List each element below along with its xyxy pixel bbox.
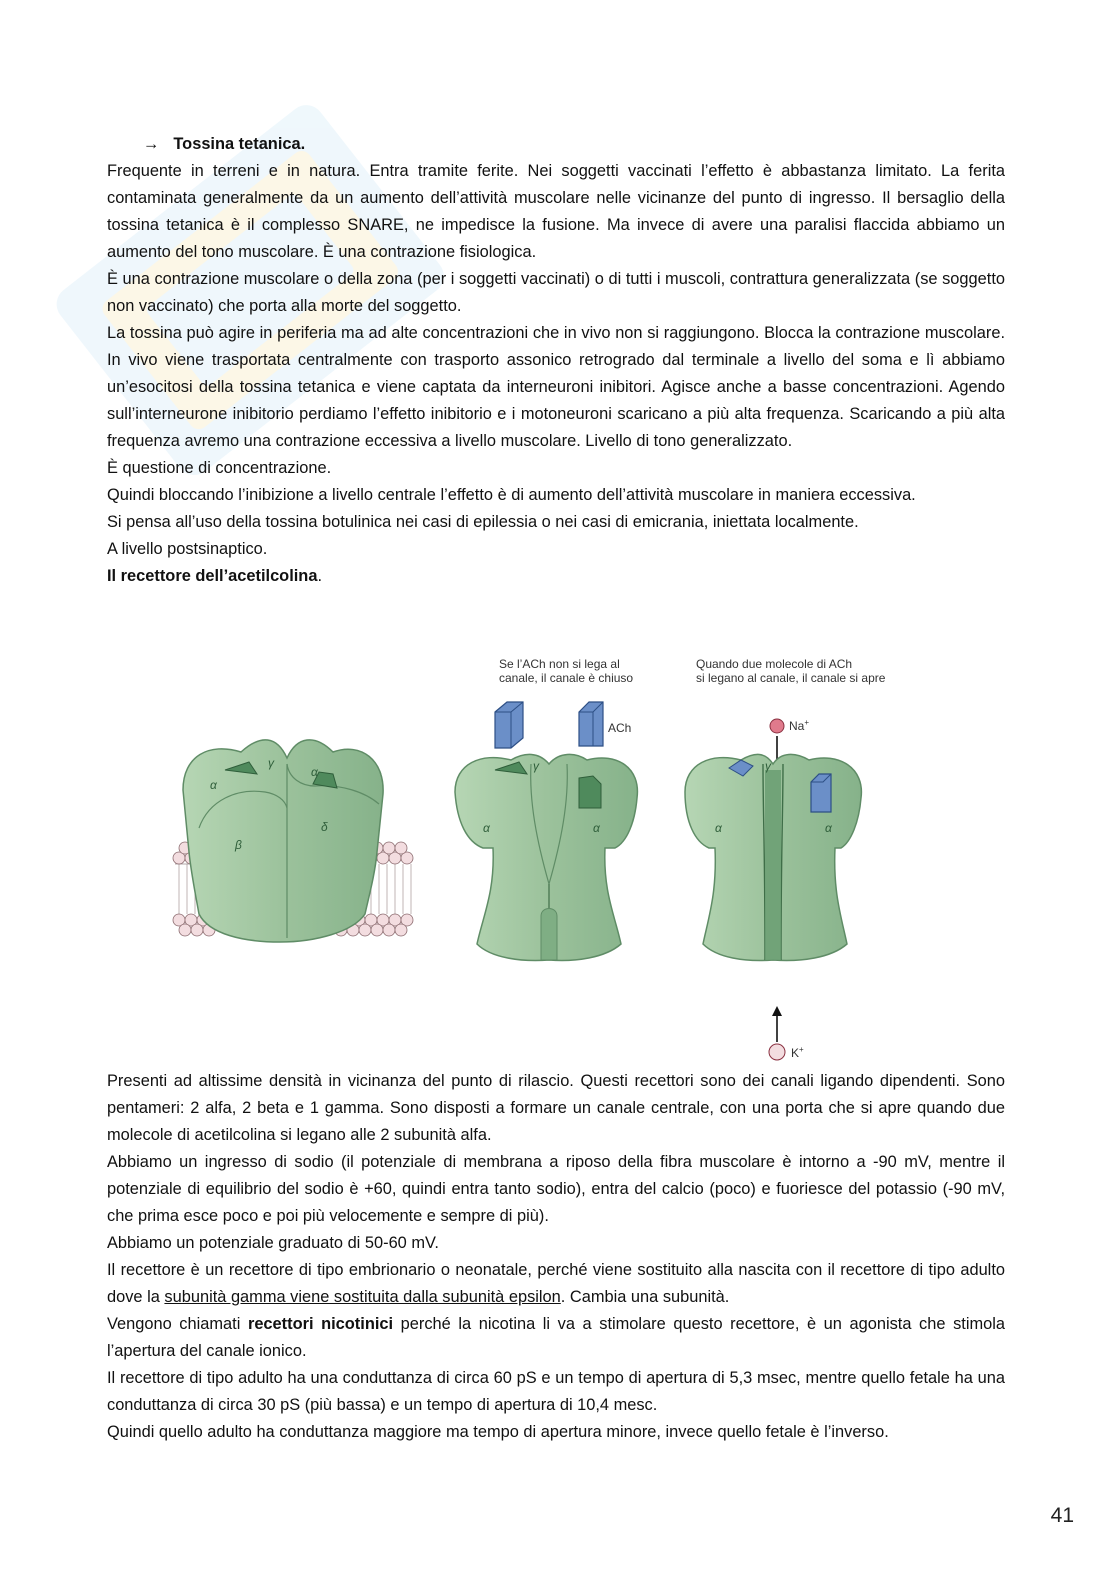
label-alpha: α <box>825 821 832 835</box>
panel-closed-channel <box>455 702 637 960</box>
caption-closed-line1: Se l’ACh non si lega al <box>499 657 620 671</box>
receptor-title: Il recettore dell’acetilcolina <box>107 567 318 585</box>
underlined-text: subunità gamma viene sostituita dalla subunità epsilon <box>164 1288 561 1306</box>
paragraph: Si pensa all’uso della tossina botulinica nei casi di epilessia o nei casi di emicrania, iniettata localmente. <box>107 513 859 531</box>
label-alpha: α <box>715 821 722 835</box>
text-run: . Cambia una subunità. <box>560 1288 730 1306</box>
panel-open-channel <box>685 718 861 1060</box>
paragraph: Abbiamo un potenziale graduato di 50-60 mV. <box>107 1234 439 1252</box>
paragraph: Abbiamo un ingresso di sodio (il potenziale di membrana a riposo della fibra muscolare è intorno a -90 mV, mentre il potenziale di equilibrio del sodio è +60, quindi entra tanto sodio), entra del calcio (poco) e fuoriesce del potassio (-90 mV, che prima esce poco e poi più velocemente e sempre di più). <box>107 1153 1005 1225</box>
k-label: K+ <box>791 1045 804 1060</box>
paragraph: Quindi bloccando l’inibizione a livello centrale l’effetto è di aumento dell’attività muscolare in maniera eccessiva. <box>107 486 916 504</box>
panel-receptor-in-membrane <box>173 740 413 942</box>
potassium-ion-icon <box>769 1044 785 1060</box>
sodium-ion-icon <box>770 719 784 733</box>
ach-receptor-figure <box>165 652 925 1067</box>
label-gamma: γ <box>765 759 771 773</box>
text-run: Vengono chiamati <box>107 1315 248 1333</box>
label-gamma: γ <box>533 759 539 773</box>
ach-label: ACh <box>608 721 632 735</box>
paragraph-adult-receptor <box>107 1257 1005 1311</box>
bold-text: recettori nicotinici <box>247 1315 394 1333</box>
label-gamma: γ <box>268 756 274 770</box>
caption-open-line2: si legano al canale, il canale si apre <box>696 671 886 685</box>
page-number: 41 <box>1050 1504 1074 1527</box>
tetanus-section <box>107 131 1005 590</box>
label-alpha: α <box>311 765 318 779</box>
paragraph: È una contrazione muscolare o della zona (per i soggetti vaccinati) o di tutti i muscoli, contrattura generalizzata (se soggetto non vaccinato) che porta alla morte del soggetto. <box>107 270 1005 315</box>
tetanus-heading <box>107 131 1005 158</box>
na-label: Na+ <box>789 718 810 733</box>
tetanus-title: Tossina tetanica. <box>173 135 306 153</box>
receptor-diagram <box>165 652 925 1067</box>
paragraph: Frequente in terreni e in natura. Entra tramite ferite. Nei soggetti vaccinati l’effetto è abbastanza limitato. La ferita contaminata generalmente da un aumento dell’attività muscolare nelle vicinanze del punto di ingresso. Il bersaglio della tossina tetanica è il complesso SNARE, ne impedisce la fusione. Ma invece di avere una paralisi flaccida abbiamo un aumento del tono muscolare. È una contrazione fisiologica. <box>107 162 1005 261</box>
paragraph: Presenti ad altissime densità in vicinanza del punto di rilascio. Questi recettori sono dei canali ligando dipendenti. Sono pentameri: 2 alfa, 2 beta e 1 gamma. Sono disposti a formare un canale centrale, con una porta che si apre quando due molecole di acetilcolina si legano alle 2 subunità alfa. <box>107 1072 1005 1144</box>
arrow-right-icon: → <box>143 135 160 153</box>
paragraph: Il recettore di tipo adulto ha una conduttanza di circa 60 pS e un tempo di apertura di 5,3 msec, mentre quello fetale ha una conduttanza di circa 30 pS (più bassa) e un tempo di apertura di 10,4 mesc. <box>107 1369 1005 1414</box>
label-beta: β <box>235 838 242 852</box>
paragraph: A livello postsinaptico. <box>107 540 268 558</box>
label-alpha: α <box>210 778 217 792</box>
caption-closed-line2: canale, il canale è chiuso <box>499 671 634 685</box>
receptor-heading <box>107 563 1005 590</box>
paragraph: Quindi quello adulto ha conduttanza maggiore ma tempo di apertura minore, invece quello fetale è l’inverso. <box>107 1423 889 1441</box>
text-run: Il recettore è un recettore di tipo embrionario o neonatale, perché viene sostituito alla nascita con il recettore di tipo adulto dove la <box>107 1261 1005 1306</box>
receptor-title-period: . <box>317 567 322 585</box>
label-alpha: α <box>483 821 490 835</box>
receptor-section <box>107 1068 1005 1446</box>
paragraph-nicotinic <box>107 1311 1005 1365</box>
paragraph: La tossina può agire in periferia ma ad alte concentrazioni che in vivo non si raggiungono. Blocca la contrazione muscolare. In vivo viene trasportata centralmente con trasporto assonico retrogrado dal terminale a livello del soma e lì abbiamo un’esocitosi della tossina tetanica e viene captata da interneuroni inibitori. Agisce anche a basse concentrazioni. Agendo sull’interneurone inibitorio perdiamo l’effetto inibitorio e i motoneuroni scaricano a più alta frequenza. Scaricando a più alta frequenza avremo una contrazione eccessiva a livello muscolare. Livello di tono generalizzato. <box>107 324 1005 450</box>
label-delta: δ <box>321 820 328 834</box>
label-alpha: α <box>593 821 600 835</box>
text-run: perché la nicotina li va a stimolare questo recettore, è un agonista che stimola l’apertura del canale ionico. <box>107 1315 1005 1360</box>
caption-open-line1: Quando due molecole di ACh <box>696 657 853 671</box>
paragraph: È questione di concentrazione. <box>107 459 332 477</box>
